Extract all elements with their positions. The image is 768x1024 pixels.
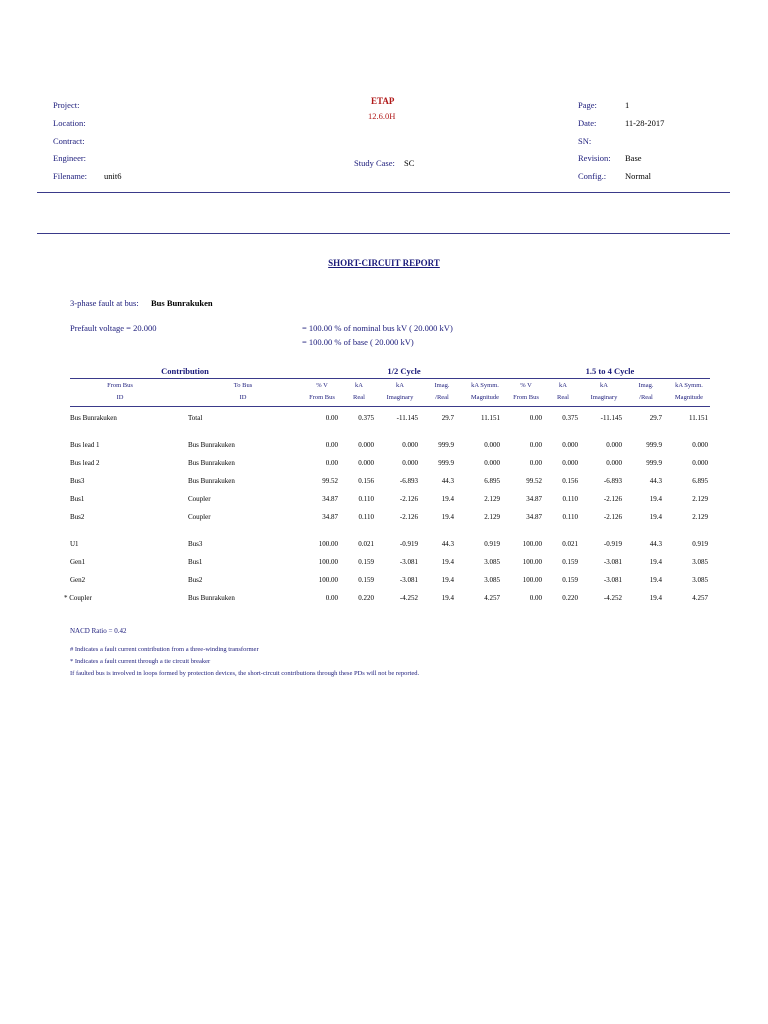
table-cell-r1-c4: 0.000 — [402, 441, 418, 449]
column-header-3-line-1: Real — [353, 394, 365, 401]
app-title: ETAP — [371, 96, 395, 106]
note-tie-breaker: * Indicates a fault current through a tie circuit breaker — [70, 658, 211, 665]
table-cell-r2-c0: Bus lead 2 — [70, 459, 100, 467]
table-cell-r1-c6: 0.000 — [484, 441, 500, 449]
table-cell-r3-c2: 99.52 — [322, 477, 338, 485]
table-cell-r5-c8: 0.110 — [562, 513, 578, 521]
column-header-8-line-1: Real — [557, 394, 569, 401]
table-cell-r2-c4: 0.000 — [402, 459, 418, 467]
table-cell-r4-c0: Bus1 — [70, 495, 85, 503]
section-divider — [37, 233, 730, 234]
table-cell-r5-c1: Coupler — [188, 513, 211, 521]
table-cell-r7-c11: 3.085 — [692, 558, 708, 566]
table-cell-r3-c1: Bus Bunrakuken — [188, 477, 235, 485]
table-cell-r0-c9: -11.145 — [600, 414, 622, 422]
table-cell-r4-c8: 0.110 — [562, 495, 578, 503]
table-cell-r8-c10: 19.4 — [649, 576, 662, 584]
table-cell-r1-c9: 0.000 — [606, 441, 622, 449]
table-header-rule — [70, 378, 710, 379]
fault-label: 3-phase fault at bus: — [70, 298, 139, 308]
table-cell-r6-c2: 100.00 — [318, 540, 338, 548]
table-cell-r3-c5: 44.3 — [441, 477, 454, 485]
table-cell-r9-c0: * Coupler — [64, 594, 92, 602]
table-cell-r9-c8: 0.220 — [562, 594, 578, 602]
table-cell-r7-c5: 19.4 — [441, 558, 454, 566]
table-cell-r5-c5: 19.4 — [441, 513, 454, 521]
label-filename: Filename: — [53, 171, 87, 181]
table-cell-r5-c6: 2.129 — [484, 513, 500, 521]
table-cell-r7-c0: Gen1 — [70, 558, 86, 566]
table-cell-r0-c5: 29.7 — [441, 414, 454, 422]
study-case-value: SC — [404, 158, 415, 168]
table-cell-r2-c2: 0.00 — [325, 459, 338, 467]
table-cell-r9-c1: Bus Bunrakuken — [188, 594, 235, 602]
table-cell-r1-c10: 999.9 — [646, 441, 662, 449]
note-three-winding: # Indicates a fault current contribution from a three-winding transformer — [70, 646, 259, 653]
table-cell-r0-c11: 11.151 — [689, 414, 708, 422]
table-cell-r6-c6: 0.919 — [484, 540, 500, 548]
column-header-0-line-1: ID — [116, 394, 124, 401]
table-cell-r4-c3: 0.110 — [358, 495, 374, 503]
table-cell-r8-c8: 0.159 — [562, 576, 578, 584]
table-cell-r1-c5: 999.9 — [438, 441, 454, 449]
table-cell-r7-c1: Bus1 — [188, 558, 203, 566]
table-cell-r8-c5: 19.4 — [441, 576, 454, 584]
table-cell-r6-c0: U1 — [70, 540, 79, 548]
table-cell-r3-c10: 44.3 — [649, 477, 662, 485]
column-header-1-line-0: To Bus — [233, 382, 253, 389]
table-cell-r6-c10: 44.3 — [649, 540, 662, 548]
table-cell-r8-c7: 100.00 — [522, 576, 542, 584]
table-cell-r7-c3: 0.159 — [358, 558, 374, 566]
app-version: 12.6.0H — [368, 111, 396, 121]
prefault-line1: = 100.00 % of nominal bus kV ( 20.000 kV) — [302, 323, 453, 333]
column-header-7-line-1: From Bus — [513, 394, 539, 401]
note-loops: If faulted bus is involved in loops formed by protection devices, the short-circuit contributions through these PDs will not be reported. — [70, 670, 420, 677]
table-cell-r1-c1: Bus Bunrakuken — [188, 441, 235, 449]
table-cell-r0-c2: 0.00 — [325, 414, 338, 422]
table-cell-r9-c3: 0.220 — [358, 594, 374, 602]
label-revision: Revision: — [578, 153, 611, 163]
fault-bus: Bus Bunrakuken — [151, 298, 213, 308]
table-cell-r4-c4: -2.126 — [399, 495, 418, 503]
label-engineer: Engineer: — [53, 153, 87, 163]
table-cell-r9-c2: 0.00 — [325, 594, 338, 602]
column-header-6-line-0: kA Symm. — [471, 382, 499, 389]
table-cell-r3-c0: Bus3 — [70, 477, 85, 485]
table-cell-r4-c9: -2.126 — [603, 495, 622, 503]
group-1p5-4-cycle: 1.5 to 4 Cycle — [585, 366, 635, 376]
date-value: 11-28-2017 — [625, 118, 665, 128]
report-title: SHORT-CIRCUIT REPORT — [328, 258, 440, 268]
table-cell-r4-c2: 34.87 — [322, 495, 338, 503]
column-header-10-line-1: /Real — [639, 394, 653, 401]
table-cell-r6-c4: -0.919 — [399, 540, 418, 548]
table-cell-r5-c7: 34.87 — [526, 513, 542, 521]
table-cell-r2-c5: 999.9 — [438, 459, 454, 467]
table-cell-r5-c3: 0.110 — [358, 513, 374, 521]
column-header-9-line-1: Imaginary — [590, 394, 618, 401]
table-cell-r7-c2: 100.00 — [318, 558, 338, 566]
table-cell-r8-c11: 3.085 — [692, 576, 708, 584]
table-cell-r8-c6: 3.085 — [484, 576, 500, 584]
table-cell-r0-c7: 0.00 — [529, 414, 542, 422]
table-cell-r8-c2: 100.00 — [318, 576, 338, 584]
table-cell-r0-c1: Total — [188, 414, 203, 422]
label-sn: SN: — [578, 136, 592, 146]
table-cell-r3-c3: 0.156 — [358, 477, 374, 485]
table-cell-r4-c10: 19.4 — [649, 495, 662, 503]
label-page: Page: — [578, 100, 597, 110]
label-project: Project: — [53, 100, 80, 110]
column-header-5-line-0: Imag. — [434, 382, 450, 389]
table-cell-r5-c2: 34.87 — [322, 513, 338, 521]
table-cell-r8-c4: -3.081 — [399, 576, 418, 584]
table-cell-r6-c9: -0.919 — [603, 540, 622, 548]
table-cell-r9-c9: -4.252 — [603, 594, 622, 602]
table-cell-r9-c10: 19.4 — [649, 594, 662, 602]
column-header-4-line-1: Imaginary — [386, 394, 414, 401]
revision-value: Base — [625, 153, 642, 163]
column-header-rule — [70, 406, 710, 407]
table-cell-r6-c1: Bus3 — [188, 540, 203, 548]
column-header-5-line-1: /Real — [435, 394, 449, 401]
table-cell-r1-c3: 0.000 — [358, 441, 374, 449]
table-cell-r2-c9: 0.000 — [606, 459, 622, 467]
table-cell-r4-c6: 2.129 — [484, 495, 500, 503]
table-cell-r5-c4: -2.126 — [399, 513, 418, 521]
prefault-label: Prefault voltage = 20.000 — [70, 323, 157, 333]
table-cell-r2-c1: Bus Bunrakuken — [188, 459, 235, 467]
table-cell-r4-c1: Coupler — [188, 495, 211, 503]
table-cell-r5-c11: 2.129 — [692, 513, 708, 521]
column-header-1-line-1: ID — [239, 394, 247, 401]
column-header-2-line-1: From Bus — [309, 394, 335, 401]
table-cell-r5-c9: -2.126 — [603, 513, 622, 521]
prefault-line2: = 100.00 % of base ( 20.000 kV) — [302, 337, 414, 347]
column-header-9-line-0: kA — [600, 382, 608, 389]
header-divider — [37, 192, 730, 193]
table-cell-r8-c0: Gen2 — [70, 576, 86, 584]
group-half-cycle: 1/2 Cycle — [387, 366, 421, 376]
table-cell-r0-c3: 0.375 — [358, 414, 374, 422]
table-cell-r9-c4: -4.252 — [399, 594, 418, 602]
table-cell-r6-c3: 0.021 — [358, 540, 374, 548]
table-cell-r1-c7: 0.00 — [529, 441, 542, 449]
table-cell-r4-c11: 2.129 — [692, 495, 708, 503]
table-cell-r1-c11: 0.000 — [692, 441, 708, 449]
table-cell-r0-c6: 11.151 — [481, 414, 500, 422]
label-config: Config.: — [578, 171, 607, 181]
table-cell-r3-c9: -6.893 — [603, 477, 622, 485]
page-value: 1 — [625, 100, 630, 110]
table-cell-r9-c6: 4.257 — [484, 594, 500, 602]
table-cell-r2-c7: 0.00 — [529, 459, 542, 467]
table-cell-r2-c8: 0.000 — [562, 459, 578, 467]
table-cell-r8-c3: 0.159 — [358, 576, 374, 584]
table-cell-r0-c10: 29.7 — [649, 414, 662, 422]
filename-value: unit6 — [104, 171, 122, 181]
table-cell-r9-c5: 19.4 — [441, 594, 454, 602]
table-cell-r2-c6: 0.000 — [484, 459, 500, 467]
column-header-4-line-0: kA — [396, 382, 404, 389]
table-cell-r6-c8: 0.021 — [562, 540, 578, 548]
table-cell-r0-c8: 0.375 — [562, 414, 578, 422]
table-cell-r7-c10: 19.4 — [649, 558, 662, 566]
table-cell-r3-c11: 6.895 — [692, 477, 708, 485]
table-cell-r3-c6: 6.895 — [484, 477, 500, 485]
column-header-11-line-0: kA Symm. — [675, 382, 703, 389]
table-cell-r1-c0: Bus lead 1 — [70, 441, 100, 449]
table-cell-r6-c5: 44.3 — [441, 540, 454, 548]
table-cell-r8-c1: Bus2 — [188, 576, 203, 584]
table-cell-r3-c4: -6.893 — [399, 477, 418, 485]
table-cell-r3-c7: 99.52 — [526, 477, 542, 485]
table-cell-r0-c4: -11.145 — [396, 414, 418, 422]
table-cell-r7-c4: -3.081 — [399, 558, 418, 566]
nacd-ratio: NACD Ratio = 0.42 — [70, 627, 127, 635]
table-cell-r2-c10: 999.9 — [646, 459, 662, 467]
study-case-label: Study Case: — [354, 158, 395, 168]
table-cell-r9-c11: 4.257 — [692, 594, 708, 602]
column-header-6-line-1: Magnitude — [470, 394, 500, 401]
table-cell-r4-c7: 34.87 — [526, 495, 542, 503]
table-cell-r6-c11: 0.919 — [692, 540, 708, 548]
table-cell-r4-c5: 19.4 — [441, 495, 454, 503]
table-cell-r2-c11: 0.000 — [692, 459, 708, 467]
label-date: Date: — [578, 118, 597, 128]
column-header-0-line-0: From Bus — [107, 382, 133, 389]
label-contract: Contract: — [53, 136, 85, 146]
label-location: Location: — [53, 118, 86, 128]
table-cell-r7-c8: 0.159 — [562, 558, 578, 566]
column-header-7-line-0: % V — [520, 382, 532, 389]
table-cell-r6-c7: 100.00 — [522, 540, 542, 548]
table-cell-r7-c7: 100.00 — [522, 558, 542, 566]
group-contribution: Contribution — [161, 366, 209, 376]
table-cell-r9-c7: 0.00 — [529, 594, 542, 602]
table-cell-r7-c9: -3.081 — [603, 558, 622, 566]
column-header-8-line-0: kA — [559, 382, 567, 389]
table-cell-r0-c0: Bus Bunrakuken — [70, 414, 117, 422]
table-cell-r2-c3: 0.000 — [358, 459, 374, 467]
column-header-2-line-0: % V — [316, 382, 328, 389]
table-cell-r1-c8: 0.000 — [562, 441, 578, 449]
table-cell-r3-c8: 0.156 — [562, 477, 578, 485]
table-cell-r1-c2: 0.00 — [325, 441, 338, 449]
column-header-11-line-1: Magnitude — [674, 394, 704, 401]
table-cell-r5-c10: 19.4 — [649, 513, 662, 521]
config-value: Normal — [625, 171, 651, 181]
column-header-10-line-0: Imag. — [638, 382, 654, 389]
table-cell-r8-c9: -3.081 — [603, 576, 622, 584]
table-cell-r7-c6: 3.085 — [484, 558, 500, 566]
column-header-3-line-0: kA — [355, 382, 363, 389]
table-cell-r5-c0: Bus2 — [70, 513, 85, 521]
